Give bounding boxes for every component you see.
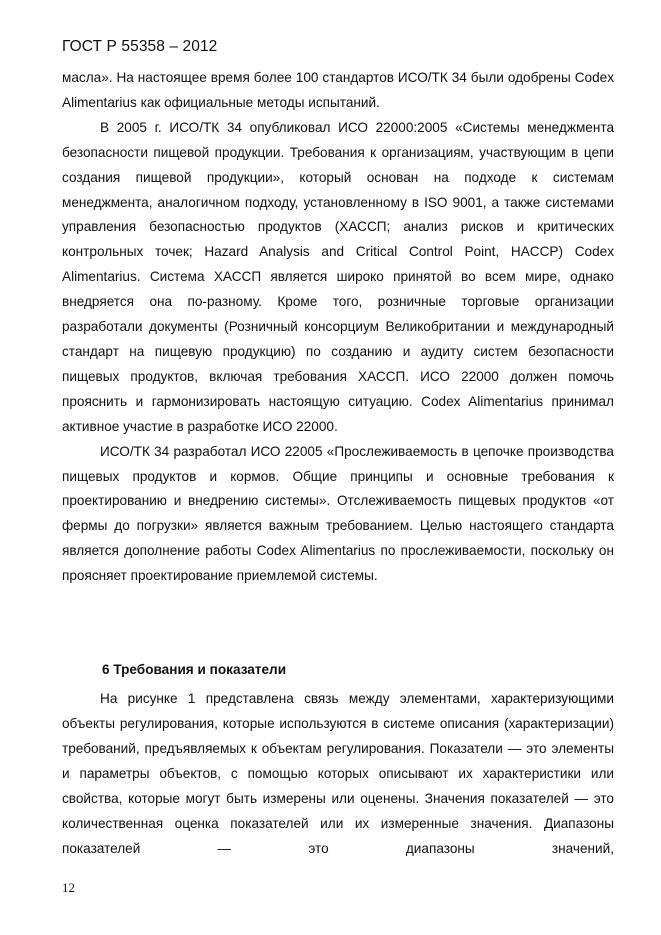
document-body (62, 66, 614, 589)
section-body (62, 686, 614, 861)
section-paragraph: На рисунке 1 представлена связь между элементами, характеризующими объекты регулирования, которые используются в системе описания (характеризации) требований, предъявляемых к объектам регулирования. Показатели — это элементы и параметры объектов, с помощью которых описывают их характеристики или свойства, которые могут быть измерены или оценены. Значения показателей — это количественная оценка показателей или их измеренные значения. Диапазоны показателей — это диапазоны значений, (62, 691, 614, 856)
document-header: ГОСТ Р 55358 – 2012 (62, 38, 218, 55)
section-heading: 6 Требования и показатели (102, 662, 287, 677)
paragraph-3: ИСО/ТК 34 разработал ИСО 22005 «Прослеживаемость в цепочке производства пищевых продуктов и кормов. Общие принципы и основные требования к проектированию и внедрению системы». Отслеживаемость пищевых продуктов «от фермы до погрузки» является важным требованием. Целью настоящего стандарта является дополнение работы Codex Alimentarius по прослеживаемости, поскольку он проясняет проектирование приемлемой системы. (62, 443, 614, 584)
page-number: 12 (62, 880, 75, 895)
paragraph-1: масла». На настоящее время более 100 стандартов ИСО/ТК 34 были одобрены Codex Alimentarius как официальные методы испытаний. (62, 70, 614, 110)
paragraph-2: В 2005 г. ИСО/ТК 34 опубликовал ИСО 22000:2005 «Системы менеджмента безопасности пищевой продукции. Требования к организациям, участвующим в цепи создания пищевой продукции», который основан на подходе к системам менеджмента, аналогичном подходу, установленному в ISO 9001, а также системами управления безопасностью продуктов (ХАССП; анализ рисков и критических контрольных точек; Hazard Analysis and Critical Control Point, HACCP) Codex Alimentarius. Система ХАССП является широко принятой во всем мире, однако внедряется она по-разному. Кроме того, розничные торговые организации разработали документы (Розничный консорциум Великобритании и международный стандарт на пищевую продукцию) по созданию и аудиту систем безопасности пищевых продуктов, включая требования ХАССП. ИСО 22000 должен помочь прояснить и гармонизировать настоящую ситуацию. Codex Alimentarius принимал активное участие в разработке ИСО 22000. (62, 119, 614, 434)
